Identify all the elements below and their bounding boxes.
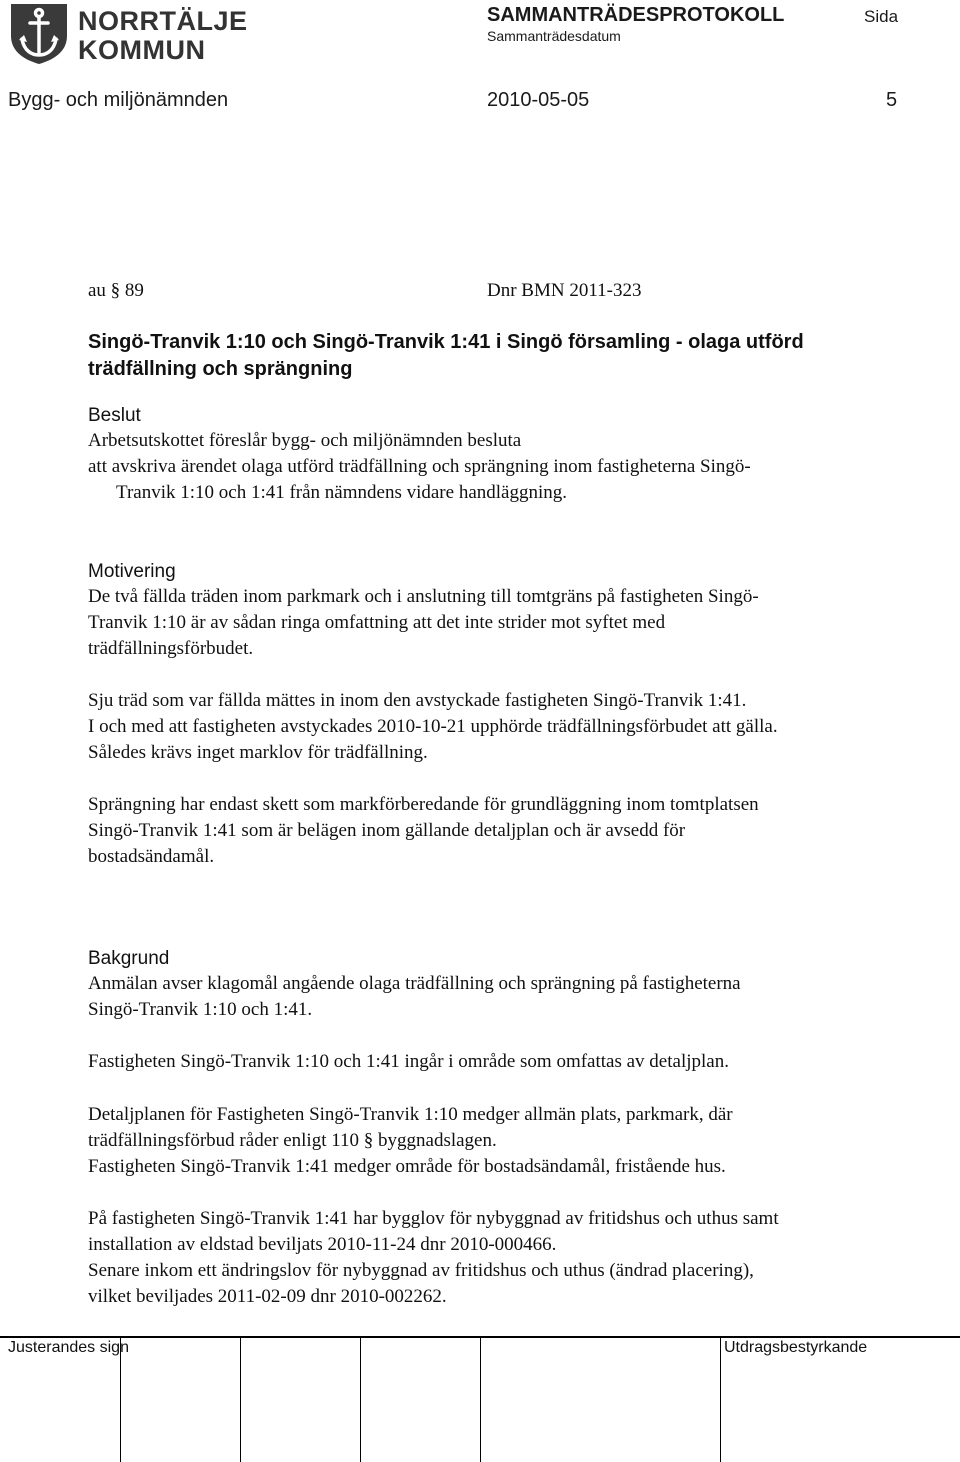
beslut-line: att avskriva ärendet olaga utförd trädfällning och sprängning inom fastigheterna Singö-	[88, 456, 751, 477]
paragraph-reference: au § 89	[88, 280, 144, 301]
motivering-line: trädfällningsförbudet.	[88, 638, 254, 659]
page-number: 5	[886, 89, 898, 111]
bakgrund-line: Singö-Tranvik 1:10 och 1:41.	[88, 999, 313, 1020]
bakgrund-line: Fastigheten Singö-Tranvik 1:10 och 1:41 ingår i område som omfattas av detaljplan.	[88, 1051, 729, 1072]
motivering-line: Tranvik 1:10 är av sådan ringa omfattning att det inte strider mot syftet med	[88, 612, 666, 633]
motivering-line: Således krävs inget marklov för trädfällning.	[88, 742, 428, 763]
item-title-line-1: Singö-Tranvik 1:10 och Singö-Tranvik 1:41 i Singö församling - olaga utförd	[88, 331, 804, 353]
section-heading-motivering: Motivering	[88, 561, 176, 582]
motivering-line: I och med att fastigheten avstyckades 2010-10-21 upphörde trädfällningsförbudet att gälla.	[88, 716, 778, 737]
logo-text-norrtalje: NORRTÄLJE	[78, 6, 248, 36]
committee-name: Bygg- och miljönämnden	[8, 89, 229, 111]
footer-divider	[720, 1336, 721, 1462]
norrtalje-kommun-logo	[8, 2, 248, 66]
motivering-line: Sju träd som var fällda mättes in inom den avstyckade fastigheten Singö-Tranvik 1:41.	[88, 690, 747, 711]
protocol-title: SAMMANTRÄDESPROTOKOLL	[487, 4, 785, 26]
footer-divider	[480, 1336, 481, 1462]
bakgrund-line: Detaljplanen för Fastigheten Singö-Tranvik 1:10 medger allmän plats, parkmark, där	[88, 1104, 733, 1125]
motivering-line: Sprängning har endast skett som markförberedande för grundläggning inom tomtplatsen	[88, 794, 759, 815]
motivering-line: bostadsändamål.	[88, 846, 215, 867]
bakgrund-line: Anmälan avser klagomål angående olaga trädfällning och sprängning på fastigheterna	[88, 973, 741, 994]
bakgrund-line: trädfällningsförbud råder enligt 110 § byggnadslagen.	[88, 1130, 497, 1151]
footer-divider	[240, 1336, 241, 1462]
section-heading-beslut: Beslut	[88, 405, 141, 426]
beslut-line: Tranvik 1:10 och 1:41 från nämndens vidare handläggning.	[116, 482, 567, 503]
bakgrund-line: Fastigheten Singö-Tranvik 1:41 medger område för bostadsändamål, fristående hus.	[88, 1156, 726, 1177]
beslut-line: Arbetsutskottet föreslår bygg- och miljönämnden besluta	[88, 430, 522, 451]
diary-number: Dnr BMN 2011-323	[487, 280, 642, 301]
bakgrund-line: Senare inkom ett ändringslov för nybyggnad av fritidshus och uthus (ändrad placering),	[88, 1260, 754, 1281]
logo-text-kommun: KOMMUN	[78, 35, 206, 65]
meeting-date: 2010-05-05	[487, 89, 590, 111]
utdragsbestyrkande-label: Utdragsbestyrkande	[724, 1339, 868, 1356]
bakgrund-line: vilket beviljades 2011-02-09 dnr 2010-002262.	[88, 1286, 447, 1307]
page-label: Sida	[864, 7, 899, 26]
justerandes-sign-label: Justerandes sign	[8, 1339, 129, 1356]
section-heading-bakgrund: Bakgrund	[88, 948, 170, 969]
motivering-line: De två fällda träden inom parkmark och i anslutning till tomtgräns på fastigheten Singö-	[88, 586, 759, 607]
motivering-line: Singö-Tranvik 1:41 som är belägen inom gällande detaljplan och är avsedd för	[88, 820, 686, 841]
bakgrund-line: installation av eldstad beviljats 2010-11-24 dnr 2010-000466.	[88, 1234, 557, 1255]
footer-divider	[360, 1336, 361, 1462]
bakgrund-line: På fastigheten Singö-Tranvik 1:41 har bygglov för nybyggnad av fritidshus och uthus samt	[88, 1208, 779, 1229]
item-title-line-2: trädfällning och sprängning	[88, 358, 353, 380]
meeting-date-label: Sammanträdesdatum	[487, 28, 621, 44]
anchor-shield-icon	[8, 2, 70, 66]
signature-footer	[0, 1336, 960, 1462]
